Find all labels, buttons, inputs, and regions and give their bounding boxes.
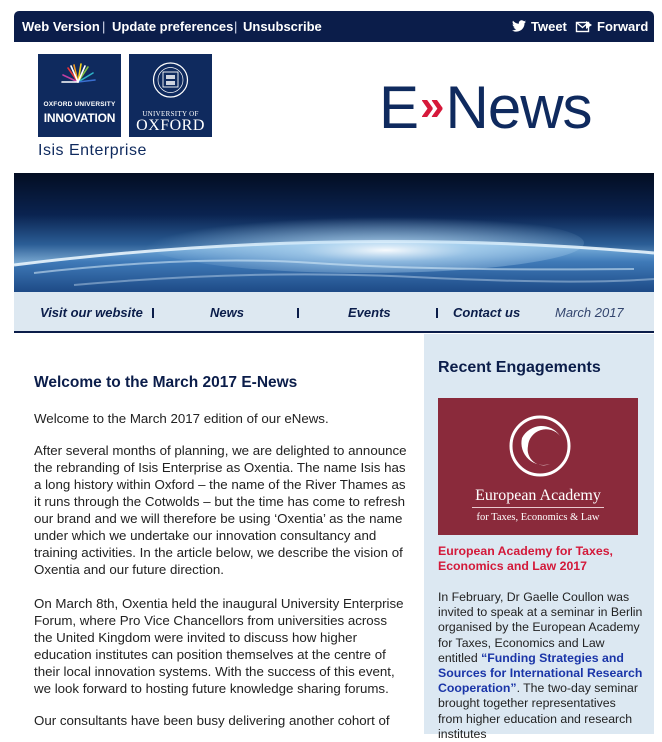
web-version-link[interactable]: Web Version xyxy=(22,19,100,34)
oxford-innovation-logo[interactable] xyxy=(38,54,121,137)
forum-paragraph: On March 8th, Oxentia held the inaugural University Enterprise Forum, where Pro Vice Chancellors from universities across the United Kingdom were invited to discuss how higher education institutes can position themselves at the centre of their local innovation systems. With the success of this event, we look forward to hosting future knowledge sharing forums. xyxy=(34,596,404,696)
nav-events[interactable]: Events xyxy=(348,305,391,320)
unsubscribe-link[interactable]: Unsubscribe xyxy=(243,19,322,34)
enews-e: E xyxy=(379,74,419,141)
logo-big-text: INNOVATION xyxy=(43,111,116,125)
article-title: Welcome to the March 2017 E-News xyxy=(34,374,298,391)
email-frame xyxy=(14,11,654,741)
nav-divider xyxy=(436,308,438,318)
forward-mail-icon[interactable] xyxy=(576,20,593,36)
separator: | xyxy=(102,19,106,34)
european-academy-logo[interactable] xyxy=(438,398,638,535)
nav-contact-us[interactable]: Contact us xyxy=(453,305,521,320)
tweet-link[interactable]: Tweet xyxy=(531,19,567,34)
enews-logo xyxy=(379,74,592,141)
engagement-title-link[interactable]: European Academy for Taxes, Economics and Law 2017 xyxy=(438,544,613,573)
top-bar xyxy=(14,11,654,42)
logo-small-text: UNIVERSITY OF xyxy=(142,110,199,118)
oxford-crest-icon xyxy=(129,54,212,109)
nav-date: March 2017 xyxy=(555,305,624,320)
main-content xyxy=(14,334,424,734)
rebranding-paragraph: After several months of planning, we are delighted to announce the rebranding of Isis Enterprise as Oxentia. The name Isis has a long history within Oxford – the name of the River Thames as it runs through the Cotwolds – but the time has come to refresh our brand and we will therefore be using ‘Oxentia’ as the name under which we undertake our innovation consultancy and training activities. In the article below, we describe the vision of Oxentia and our future direction. xyxy=(34,443,407,577)
card-divider xyxy=(472,507,604,508)
earth-horizon-banner xyxy=(14,173,654,292)
nav-visit-website[interactable]: Visit our website xyxy=(40,305,143,320)
double-chevron-icon: » xyxy=(420,81,444,130)
earth-horizon-image xyxy=(14,173,654,292)
logo-big-text: OXFORD xyxy=(136,117,205,134)
logo-small-text: OXFORD UNIVERSITY xyxy=(43,101,116,108)
engagement-body-text: In February, Dr Gaelle Coullon was invited to speak at a seminar in Berlin organised by the European Academy for Taxes, Economics and Law entitled xyxy=(438,590,643,665)
starburst-icon xyxy=(38,54,121,99)
update-preferences-link[interactable]: Update preferences xyxy=(112,19,234,34)
separator: | xyxy=(234,19,238,34)
university-of-oxford-logo[interactable] xyxy=(129,54,212,137)
twitter-icon[interactable] xyxy=(512,20,526,35)
consultants-paragraph: Our consultants have been busy delivering another cohort of xyxy=(34,713,390,728)
card-tagline: for Taxes, Economics & Law xyxy=(476,512,600,523)
nav-divider xyxy=(297,308,299,318)
nav-divider xyxy=(152,308,154,318)
card-name: European Academy xyxy=(475,487,601,504)
nav-news[interactable]: News xyxy=(210,305,244,320)
isis-enterprise-wordmark: Isis Enterprise xyxy=(38,142,147,159)
sidebar xyxy=(424,334,654,741)
seminar-title-link[interactable]: “Funding Strategies and Sources for International Research Cooperation” xyxy=(438,650,643,696)
engagement-body xyxy=(438,590,643,742)
intro-paragraph: Welcome to the March 2017 edition of our eNews. xyxy=(34,411,329,426)
enews-word: News xyxy=(445,74,592,141)
sidebar-heading: Recent Engagements xyxy=(438,359,601,376)
forward-link[interactable]: Forward xyxy=(597,19,649,34)
main-nav xyxy=(14,292,654,333)
engagement-body-text-2: . The two-day seminar brought together representatives from higher education and research institutes xyxy=(438,681,638,741)
header xyxy=(14,42,654,173)
european-academy-emblem-icon xyxy=(438,398,638,488)
